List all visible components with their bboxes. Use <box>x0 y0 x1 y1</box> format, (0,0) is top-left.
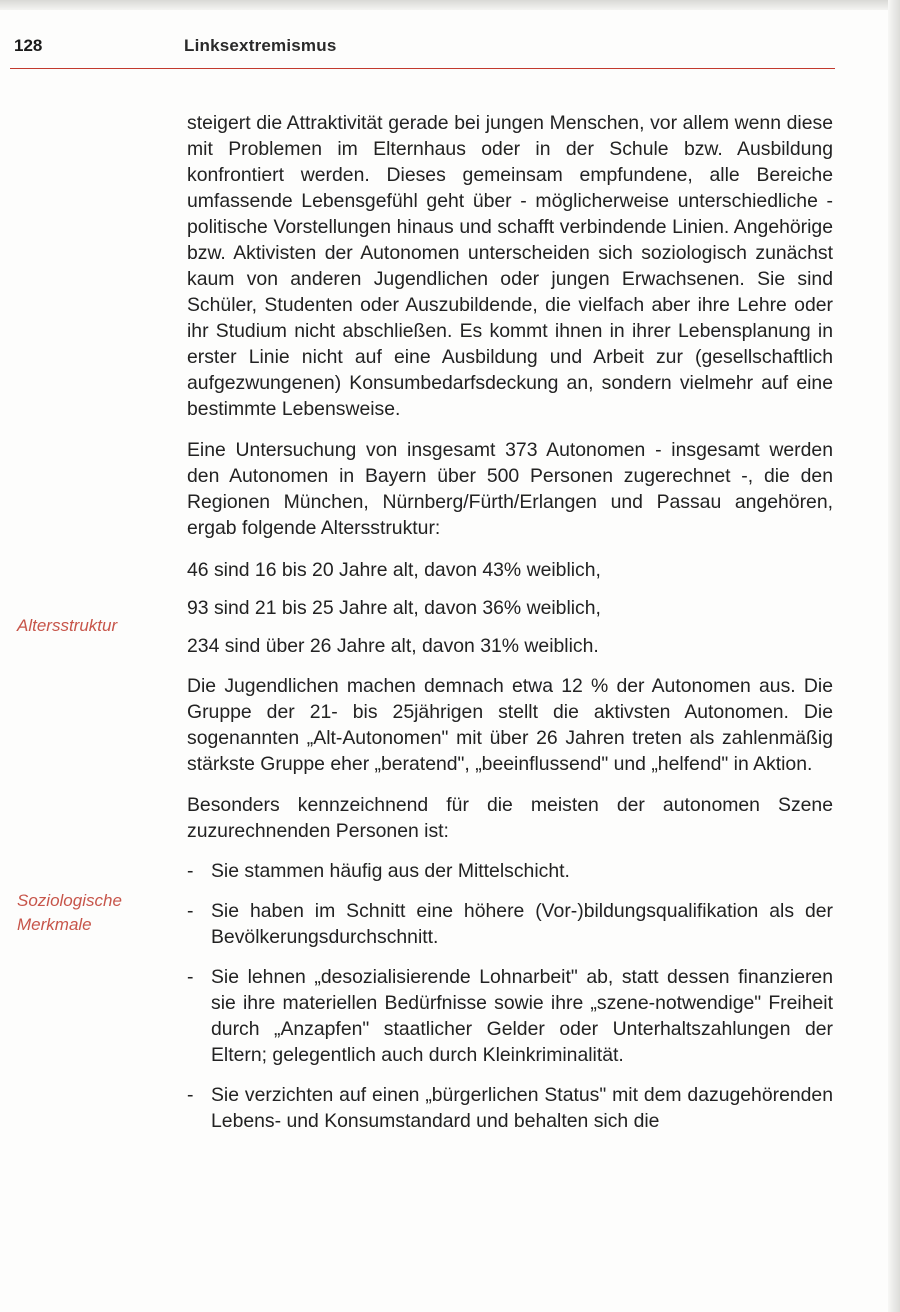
bullet-dash: - <box>187 860 194 882</box>
margin-note-soziologische-merkmale <box>17 889 122 937</box>
body-text <box>187 110 833 1148</box>
bullet-dash: - <box>187 1084 194 1106</box>
margin-note-soziologische-line1: Soziologische <box>17 891 122 910</box>
bullet-dash: - <box>187 966 194 988</box>
margin-note-altersstruktur-text: Altersstruktur <box>17 616 118 635</box>
margin-note-altersstruktur <box>17 614 117 638</box>
page-header <box>14 36 834 66</box>
age-line-16-20: 46 sind 16 bis 20 Jahre alt, davon 43% weiblich, <box>187 559 601 581</box>
list-item-text: Sie stammen häufig aus der Mittelschicht. <box>211 860 570 882</box>
list-item <box>187 1082 833 1134</box>
age-line-21-25: 93 sind 21 bis 25 Jahre alt, davon 36% weiblich, <box>187 597 601 619</box>
bullet-dash: - <box>187 900 194 922</box>
header-rule <box>10 68 835 69</box>
margin-note-soziologische-line2: Merkmale <box>17 915 92 934</box>
paragraph-kennzeichnend: Besonders kennzeichnend für die meisten der autonomen Szene zuzurechnenden Personen ist: <box>187 794 833 842</box>
list-item <box>187 898 833 950</box>
paragraph-lebensgefuehl: steigert die Attraktivität gerade bei jungen Menschen, vor allem wenn diese mit Problemen im Elternhaus oder in der Schule bzw. Ausbildung konfrontiert werden. Dieses gemeinsam empfundene, alle Bereiche umfassende Lebensgefühl geht über - möglicherweise unterschiedliche - politische Vorstellungen hinaus und schafft verbindende Linien. Angehörige bzw. Aktivisten der Autonomen unterscheiden sich soziologisch zunächst kaum von anderen Jugendlichen oder jungen Erwachsenen. Sie sind Schüler, Studenten oder Auszubildende, die vielfach aber ihre Lehre oder ihr Studium nicht abschließen. Es kommt ihnen in ihrer Lebensplanung in erster Linie nicht auf eine Ausbildung und Arbeit zur (gesellschaftlich aufgezwungenen) Konsumbedarfsdeckung an, sondern vielmehr auf eine bestimmte Lebensweise. <box>187 112 833 420</box>
running-title: Linksextremismus <box>184 36 337 55</box>
paragraph-untersuchung: Eine Untersuchung von insgesamt 373 Autonomen - insgesamt werden den Autonomen in Bayern über 500 Personen zugerechnet -, die den Regionen München, Nürnberg/Fürth/Erlangen und Passau angehören, ergab folgende Altersstruktur: <box>187 439 833 539</box>
list-item <box>187 858 833 884</box>
page-number: 128 <box>14 36 43 55</box>
list-item-text: Sie verzichten auf einen „bürgerlichen Status" mit dem dazugehörenden Lebens- und Konsumstandard und behalten sich die <box>211 1084 833 1132</box>
page-right-edge <box>888 0 900 1312</box>
page-top-edge <box>0 0 900 10</box>
list-item <box>187 964 833 1068</box>
list-item-text: Sie lehnen „desozialisierende Lohnarbeit" ab, statt dessen finanzieren sie ihre materiellen Bedürfnisse sowie ihre „szene-notwendige" Freiheit durch „Anzapfen" staatlicher Gelder oder Unterhaltszahlungen der Eltern; gelegentlich auch durch Kleinkriminalität. <box>211 966 833 1066</box>
age-line-over-26: 234 sind über 26 Jahre alt, davon 31% weiblich. <box>187 635 599 657</box>
trait-list <box>187 858 833 1134</box>
paragraph-jugendliche: Die Jugendlichen machen demnach etwa 12 % der Autonomen aus. Die Gruppe der 21- bis 25jährigen stellt die aktivsten Autonomen. Die sogenannten „Alt-Autonomen" mit über 26 Jahren treten als zahlenmäßig stärkste Gruppe eher „beratend", „beeinflussend" und „helfend" in Aktion. <box>187 675 833 775</box>
list-item-text: Sie haben im Schnitt eine höhere (Vor-)bildungsqualifikation als der Bevölkerungsdurchschnitt. <box>211 900 833 948</box>
